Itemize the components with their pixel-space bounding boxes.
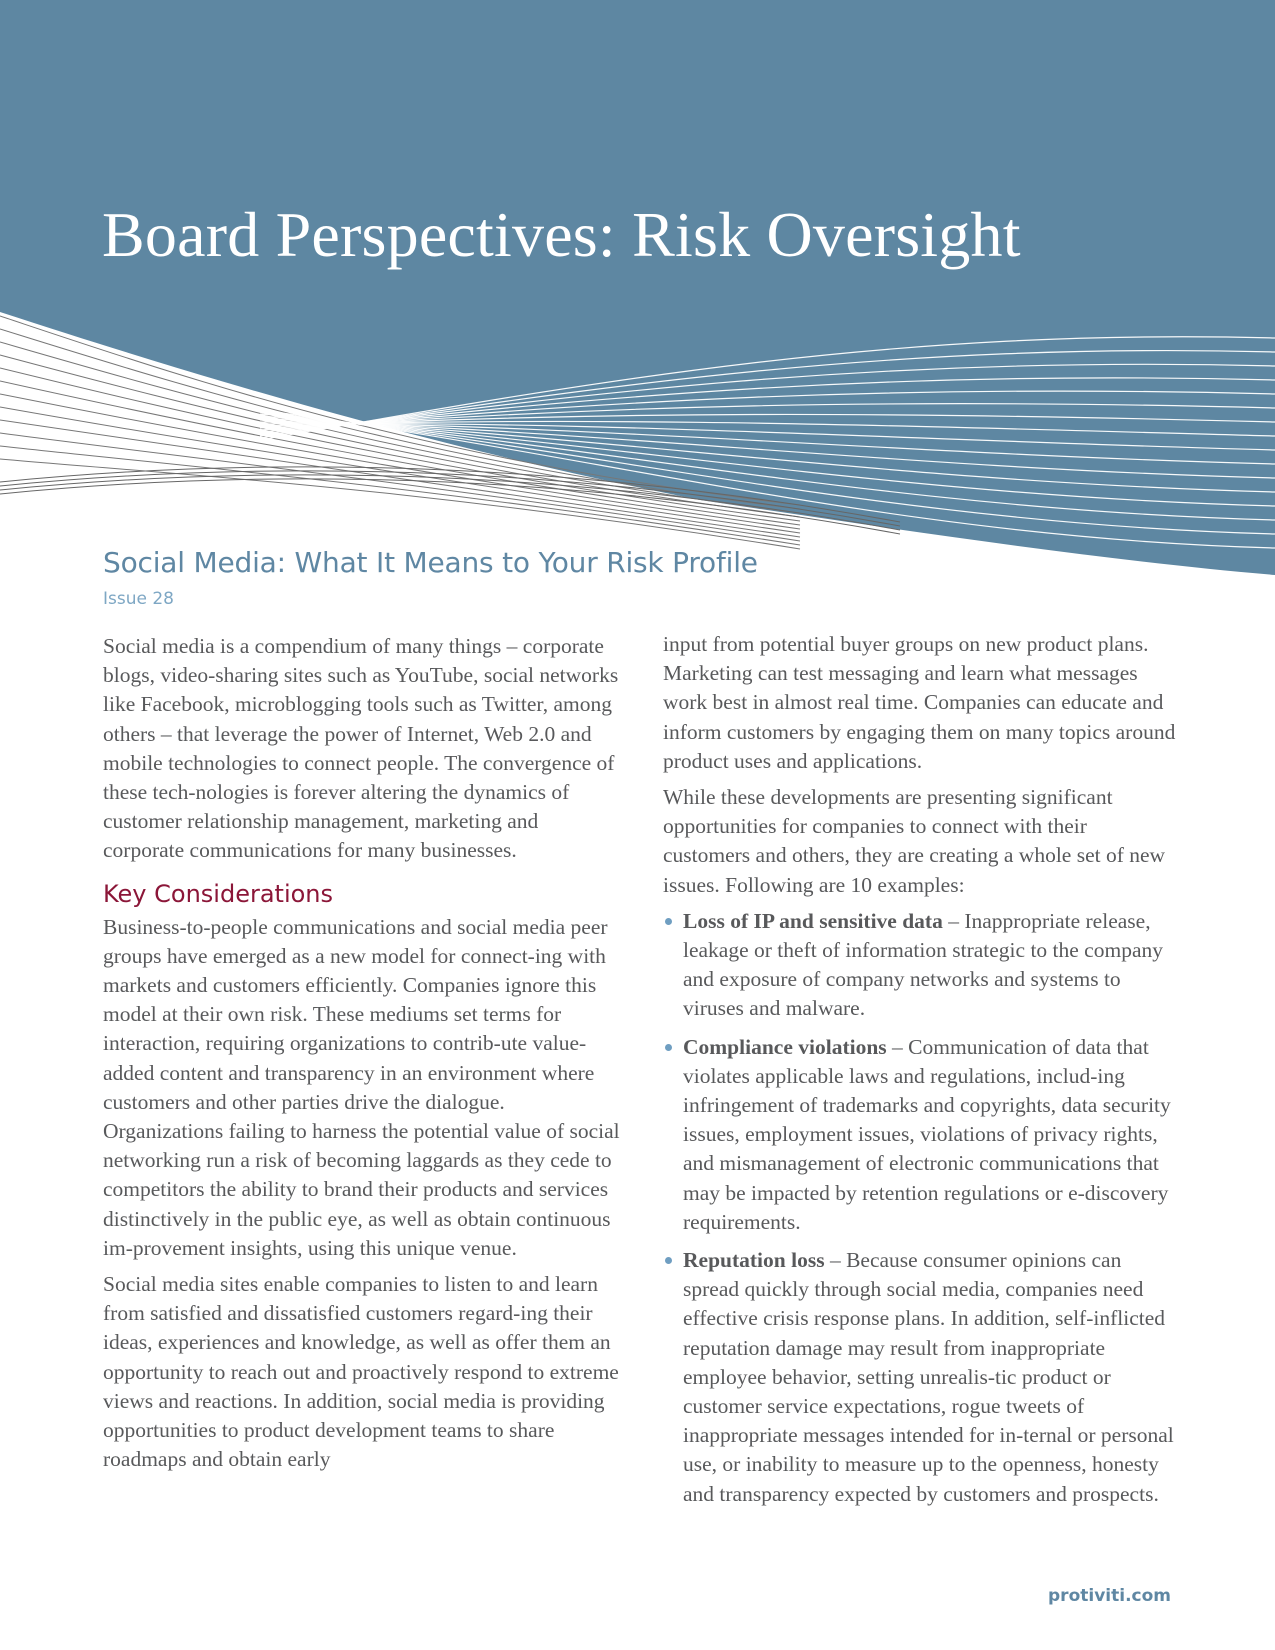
list-item: [663, 907, 1178, 1024]
bullet-icon: [665, 1257, 672, 1264]
left-column: [103, 632, 623, 1481]
section-heading: Key Considerations: [103, 879, 334, 908]
banner-background: [0, 0, 1275, 575]
body-paragraph-2: Social media sites enable companies to listen to and learn from satisfied and dissatisfied customers regard-ing their ideas, experiences and knowledge, as well as offer them an opportunity to reach out and proactively respond to extreme views and reactions. In addition, social media is providing opportunities to product development teams to share roadmaps and obtain early: [103, 1272, 619, 1472]
bullet-icon: [665, 918, 672, 925]
body-paragraph-3: While these developments are presenting significant opportunities for companies to connect with their customers and others, they are creating a whole set of new issues. Following are 10 examples:: [663, 785, 1166, 897]
body-paragraph-1: Business-to-people communications and social media peer groups have emerged as a new model for connect-ing with markets and customers efficiently. Companies ignore this model at their own risk. These mediums set terms for interaction, requiring organizations to contrib-ute value-added content and transparency in an environment where customers and other parties drive the dialogue. Organizations failing to harness the potential value of social networking run a risk of becoming laggards as they cede to competitors the ability to brand their products and services distinctively in the public eye, as well as obtain continuous im-provement insights, using this unique venue.: [103, 914, 620, 1260]
list-item-term: Compliance violations: [683, 1034, 887, 1059]
issue-number: Issue 28: [103, 589, 174, 609]
list-item-text: – Inappropriate release, leakage or theft of information strategic to the company and exposure of company networks and systems to viruses and malware.: [683, 908, 1163, 1021]
body-paragraph-2-continued: input from potential buyer groups on new product plans. Marketing can test messaging and learn what messages work best in almost real time. Companies can educate and inform customers by engaging them on many topics around product uses and applications.: [663, 632, 1176, 773]
wave-graphic: [0, 0, 1275, 600]
issues-list: [663, 907, 1178, 1509]
page-title: Board Perspectives: Risk Oversight: [102, 199, 1021, 270]
article-subtitle: Social Media: What It Means to Your Risk Profile: [103, 546, 758, 579]
intro-paragraph: Social media is a compendium of many things – corporate blogs, video-sharing sites such as YouTube, social networks like Facebook, microblogging tools such as Twitter, among others – that leverage the power of Internet, Web 2.0 and mobile technologies to connect people. The convergence of these tech-nologies is forever altering the dynamics of customer relationship management, marketing and corporate communications for many businesses.: [103, 634, 619, 863]
bullet-icon: [665, 1044, 672, 1051]
footer-website-link[interactable]: protiviti.com: [1048, 1586, 1171, 1606]
right-column: [663, 630, 1178, 1518]
list-item-text: – Communication of data that violates applicable laws and regulations, includ-ing infringement of trademarks and copyrights, data security issues, employment issues, violations of privacy rights, and mismanagement of electronic communications that may be impacted by retention regulations or e-discovery requirements.: [683, 1034, 1171, 1234]
header-banner: [0, 0, 1275, 600]
list-item-term: Loss of IP and sensitive data: [683, 908, 943, 933]
list-item: [663, 1033, 1178, 1237]
list-item-text: – Because consumer opinions can spread quickly through social media, companies need effective crisis response plans. In addition, self-inflicted reputation damage may result from inappropriate employee behavior, setting unrealis-tic product or customer service expectations, rogue tweets of inappropriate messages intended for in-ternal or personal use, or inability to measure up to the openness, honesty and transparency expected by customers and prospects.: [683, 1248, 1174, 1506]
list-item: [663, 1246, 1178, 1509]
list-item-term: Reputation loss: [683, 1248, 825, 1273]
